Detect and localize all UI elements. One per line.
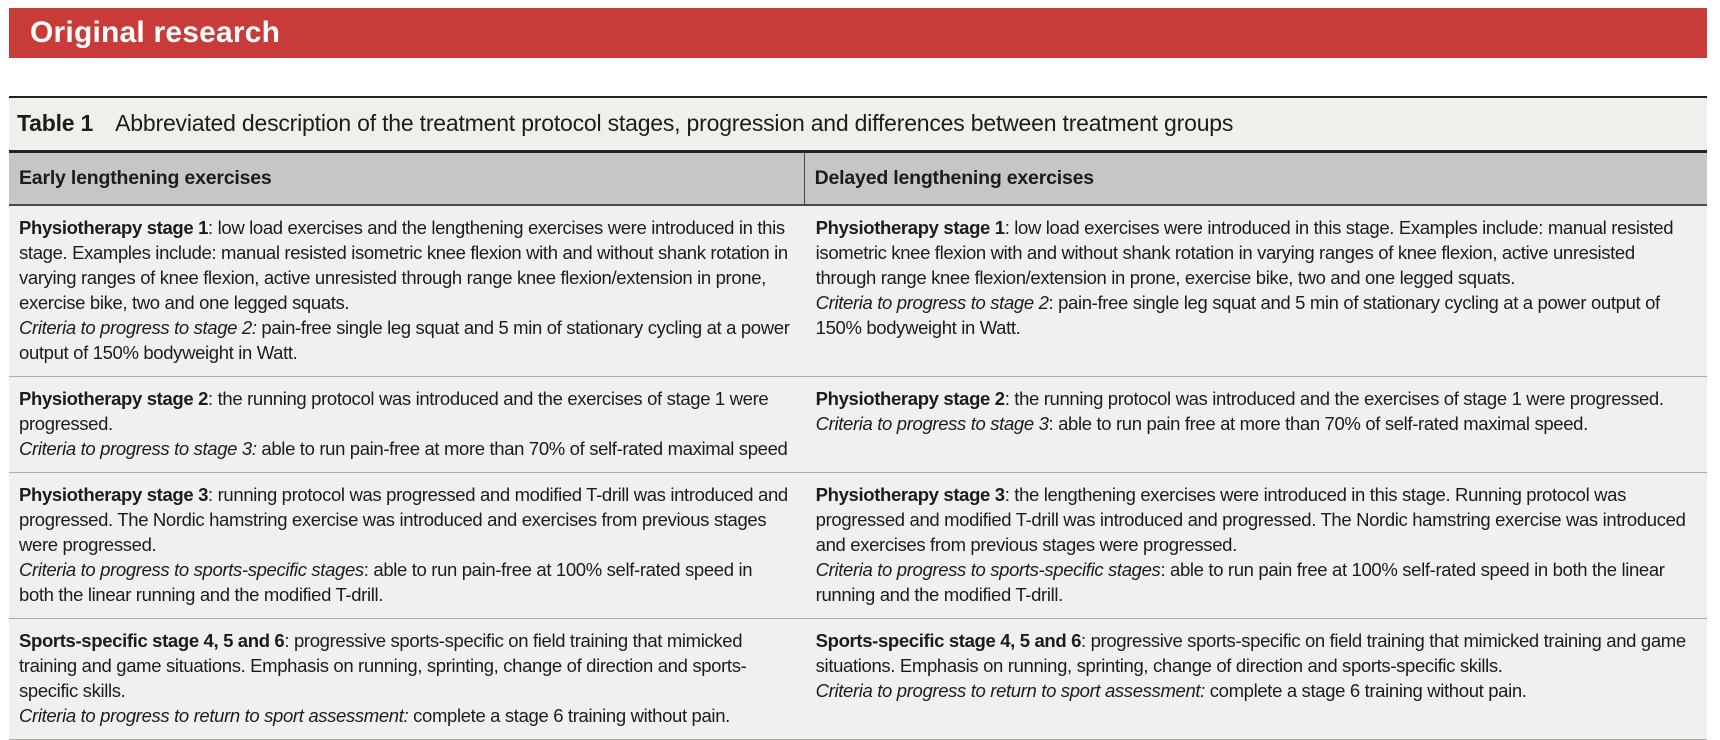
stage-text: : progressive sports-specific on field training that mimicked training and game situations. Emphasis on running, sprinting, change of direction and sports-specific skills. [815, 630, 1686, 676]
stage-text: : the running protocol was introduced and the exercises of stage 1 were progressed. [1004, 388, 1664, 409]
progress-criteria [816, 290, 1697, 340]
table-body [9, 206, 1707, 740]
stage-description [816, 482, 1697, 557]
table-header-row [9, 153, 1707, 206]
criteria-label: Criteria to progress to sports-specific stages [815, 559, 1161, 580]
table-cell-early-stage-1 [9, 206, 804, 376]
progress-criteria [19, 557, 790, 607]
column-header-delayed-lengthening: Delayed lengthening exercises [804, 153, 1707, 204]
table-caption [9, 96, 1707, 153]
table-caption-label: Table 1 [17, 110, 94, 136]
stage-description [816, 386, 1697, 411]
stage-text: : the running protocol was introduced and the exercises of stage 1 were progressed. [19, 388, 769, 434]
table-cell-delayed-stage-2 [804, 377, 1707, 472]
stage-text: : low load exercises and the lengthening exercises were introduced in this stage. Examples include: manual resisted isometric knee flexion with and without shank rotation in varying ranges of knee flexion, active unresisted through range knee flexion/extension in prone, exercise bike, two and one legged squats. [19, 217, 788, 313]
criteria-text: able to run pain-free at more than 70% of self-rated maximal speed [256, 438, 788, 459]
banner-title: Original research [30, 16, 281, 49]
criteria-label: Criteria to progress to return to sport assessment: [815, 680, 1205, 701]
table-caption-text: Abbreviated description of the treatment protocol stages, progression and differences between treatment groups [115, 110, 1234, 136]
table-cell-delayed-stage-1 [804, 206, 1707, 376]
stage-text: : progressive sports-specific on field training that mimicked training and game situations. Emphasis on running, sprinting, change of direction and sports-specific skills. [19, 630, 747, 701]
progress-criteria [19, 436, 790, 461]
table-row-stage-3 [9, 472, 1707, 618]
stage-title: Physiotherapy stage 3 [815, 484, 1005, 505]
table-cell-early-stage-2 [9, 377, 804, 472]
table-row-sports-specific [9, 618, 1707, 739]
stage-description [19, 215, 790, 315]
criteria-text: : pain-free single leg squat and 5 min of stationary cycling at a power output of 150% bodyweight in Watt. [815, 292, 1660, 338]
stage-text: : the lengthening exercises were introduced in this stage. Running protocol was progressed and modified T-drill was introduced and progressed. The Nordic hamstring exercise was introduced and exercises from previous stages were progressed. [815, 484, 1686, 555]
stage-text: : low load exercises were introduced in this stage. Examples include: manual resisted isometric knee flexion with and without shank rotation in varying ranges of knee flexion, active unresisted through range knee flexion/extension in prone, exercise bike, two and one legged squats. [815, 217, 1674, 288]
table-cell-delayed-sports-specific [804, 619, 1707, 739]
stage-title: Physiotherapy stage 1 [19, 217, 209, 238]
table-row-stage-1 [9, 206, 1707, 376]
stage-description [19, 386, 790, 436]
progress-criteria [816, 411, 1697, 436]
stage-title: Physiotherapy stage 2 [19, 388, 209, 409]
criteria-text: pain-free single leg squat and 5 min of stationary cycling at a power output of 150% bodyweight in Watt. [19, 317, 790, 363]
table-cell-delayed-stage-3 [804, 473, 1707, 618]
criteria-label: Criteria to progress to stage 3: [19, 438, 257, 459]
progress-criteria [816, 678, 1697, 703]
criteria-text: complete a stage 6 training without pain. [408, 705, 730, 726]
criteria-label: Criteria to progress to stage 2 [815, 292, 1049, 313]
progress-criteria [19, 703, 790, 728]
criteria-text: : able to run pain free at more than 70% of self-rated maximal speed. [1048, 413, 1588, 434]
original-research-banner [9, 8, 1707, 58]
progress-criteria [816, 557, 1697, 607]
stage-description [19, 628, 790, 703]
criteria-text: complete a stage 6 training without pain. [1204, 680, 1527, 701]
criteria-text: : able to run pain-free at 100% self-rated speed in both the linear running and the modified T-drill. [19, 559, 753, 605]
criteria-label: Criteria to progress to return to sport assessment: [19, 705, 409, 726]
column-header-early-lengthening: Early lengthening exercises [19, 167, 272, 189]
table-cell-early-stage-3 [9, 473, 804, 618]
table-1 [9, 96, 1707, 740]
criteria-label: Criteria to progress to stage 2: [19, 317, 257, 338]
criteria-text: : able to run pain free at 100% self-rated speed in both the linear running and the modified T-drill. [815, 559, 1665, 605]
stage-title: Physiotherapy stage 2 [815, 388, 1005, 409]
stage-title: Physiotherapy stage 3 [19, 484, 209, 505]
stage-description [19, 482, 790, 557]
stage-title: Sports-specific stage 4, 5 and 6 [815, 630, 1082, 651]
stage-text: : running protocol was progressed and modified T-drill was introduced and progressed. The Nordic hamstring exercise was introduced and exercises from previous stages were progressed. [19, 484, 788, 555]
criteria-label: Criteria to progress to stage 3 [815, 413, 1049, 434]
table-row-stage-2 [9, 376, 1707, 472]
stage-description [816, 215, 1697, 290]
stage-title: Physiotherapy stage 1 [815, 217, 1005, 238]
criteria-label: Criteria to progress to sports-specific stages [19, 559, 364, 580]
stage-title: Sports-specific stage 4, 5 and 6 [19, 630, 285, 651]
table-cell-early-sports-specific [9, 619, 804, 739]
stage-description [816, 628, 1697, 678]
progress-criteria [19, 315, 790, 365]
